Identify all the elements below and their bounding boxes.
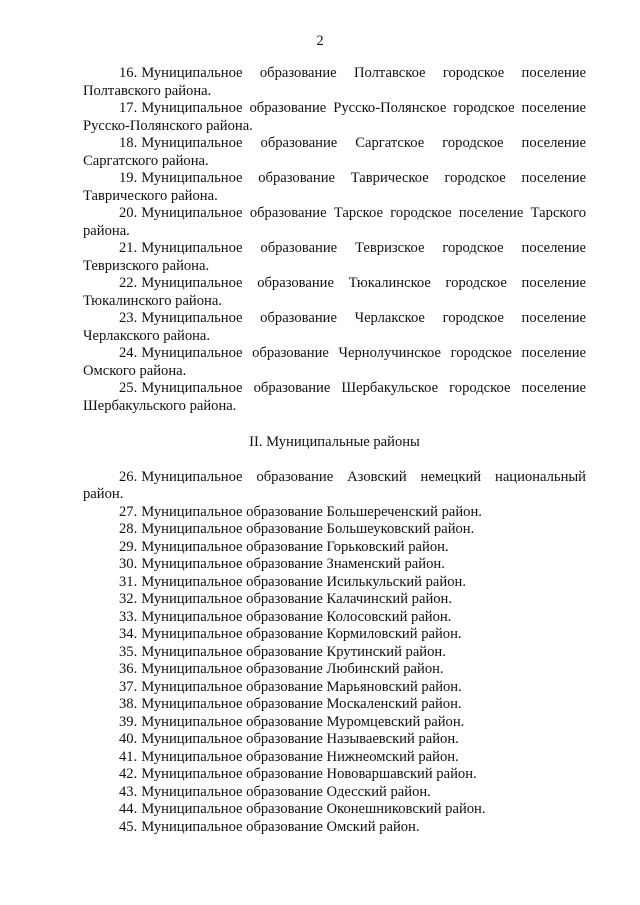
item-number: 30. <box>119 556 138 572</box>
list-item <box>83 609 586 627</box>
list-item <box>83 749 586 767</box>
item-text: Муниципальное образование Нижнеомский район. <box>141 748 459 765</box>
item-number: 27. <box>119 503 138 520</box>
item-number: 33. <box>119 608 138 625</box>
item-text: Муниципальное образование Колосовский район. <box>141 608 452 625</box>
list-item <box>83 801 586 819</box>
list-item <box>83 65 586 100</box>
item-number: 37. <box>119 678 138 695</box>
item-number: 22. <box>119 275 138 291</box>
settlements-list <box>83 65 586 415</box>
item-text: Муниципальное образование Чернолучинское городское поселение Омского района. <box>83 345 586 379</box>
list-item <box>83 696 586 714</box>
item-number: 34. <box>119 626 138 642</box>
item-number: 36. <box>119 661 138 677</box>
item-number: 21. <box>119 240 138 256</box>
item-number: 20. <box>119 205 138 221</box>
item-text: Муниципальное образование Большереченский район. <box>141 503 482 520</box>
item-text: Муниципальное образование Москаленский район. <box>141 696 462 712</box>
list-item <box>83 784 586 802</box>
item-text: Муниципальное образование Большеуковский район. <box>141 521 475 537</box>
item-text: Муниципальное образование Любинский район. <box>141 661 444 677</box>
list-item <box>83 504 586 522</box>
item-number: 25. <box>119 380 138 396</box>
list-item <box>83 626 586 644</box>
item-number: 43. <box>119 783 138 800</box>
list-item <box>83 135 586 170</box>
item-number: 42. <box>119 766 138 782</box>
list-item <box>83 591 586 609</box>
item-number: 35. <box>119 643 138 660</box>
item-text: Муниципальное образование Русско-Полянское городское поселение Русско-Полянского района. <box>83 100 586 134</box>
item-number: 45. <box>119 818 138 835</box>
list-item <box>83 380 586 415</box>
list-item <box>83 661 586 679</box>
item-text: Муниципальное образование Одесский район. <box>141 783 431 800</box>
item-number: 19. <box>119 170 138 186</box>
page-number: 2 <box>316 33 324 49</box>
list-item <box>83 714 586 732</box>
item-text: Муниципальное образование Муромцевский район. <box>141 713 465 730</box>
list-item <box>83 275 586 310</box>
list-item <box>83 766 586 784</box>
list-item <box>83 679 586 697</box>
item-number: 39. <box>119 713 138 730</box>
section-heading: II. Муниципальные районы <box>249 434 420 450</box>
document-body <box>83 65 586 836</box>
item-text: Муниципальное образование Калачинский район. <box>141 591 453 607</box>
item-number: 17. <box>119 100 138 116</box>
item-number: 28. <box>119 521 138 537</box>
item-number: 41. <box>119 748 138 765</box>
item-number: 26. <box>119 468 138 485</box>
list-item <box>83 240 586 275</box>
item-text: Муниципальное образование Знаменский район. <box>141 556 445 572</box>
list-item <box>83 170 586 205</box>
item-text: Муниципальное образование Называевский район. <box>141 731 459 747</box>
item-text: Муниципальное образование Горьковский район. <box>141 538 449 555</box>
item-number: 24. <box>119 345 138 361</box>
item-number: 31. <box>119 573 138 590</box>
item-text: Муниципальное образование Шербакульское городское поселение Шербакульского района. <box>83 380 586 414</box>
list-item <box>83 310 586 345</box>
item-text: Муниципальное образование Азовский немецкий национальный район. <box>83 468 586 502</box>
list-item <box>83 644 586 662</box>
item-number: 18. <box>119 135 138 151</box>
item-text: Муниципальное образование Саргатское городское поселение Саргатского района. <box>83 135 586 169</box>
list-item <box>83 521 586 539</box>
item-text: Муниципальное образование Черлакское городское поселение Черлакского района. <box>83 310 586 344</box>
list-item <box>83 574 586 592</box>
list-item <box>83 205 586 240</box>
item-text: Муниципальное образование Тевризское городское поселение Тевризского района. <box>83 240 586 274</box>
item-text: Муниципальное образование Тарское городское поселение Тарского района. <box>83 205 586 239</box>
item-number: 23. <box>119 310 138 326</box>
list-item <box>83 100 586 135</box>
item-text: Муниципальное образование Кормиловский район. <box>141 626 462 642</box>
list-item <box>83 819 586 837</box>
item-text: Муниципальное образование Марьяновский район. <box>141 678 462 695</box>
list-item <box>83 556 586 574</box>
item-text: Муниципальное образование Крутинский район. <box>141 643 446 660</box>
list-item <box>83 731 586 749</box>
list-item <box>83 345 586 380</box>
item-number: 40. <box>119 731 138 747</box>
item-text: Муниципальное образование Омский район. <box>141 818 420 835</box>
item-text: Муниципальное образование Исилькульский район. <box>141 573 466 590</box>
item-text: Муниципальное образование Полтавское городское поселение Полтавского района. <box>83 65 586 99</box>
list-item <box>83 469 586 504</box>
item-text: Муниципальное образование Таврическое городское поселение Таврического района. <box>83 170 586 204</box>
item-number: 32. <box>119 591 138 607</box>
item-number: 29. <box>119 538 138 555</box>
item-number: 38. <box>119 696 138 712</box>
districts-list <box>83 469 586 837</box>
item-text: Муниципальное образование Оконешниковский район. <box>141 801 486 817</box>
item-number: 44. <box>119 801 138 817</box>
item-text: Муниципальное образование Нововаршавский район. <box>141 766 477 782</box>
list-item <box>83 539 586 557</box>
item-number: 16. <box>119 65 138 81</box>
item-text: Муниципальное образование Тюкалинское городское поселение Тюкалинского района. <box>83 275 586 309</box>
